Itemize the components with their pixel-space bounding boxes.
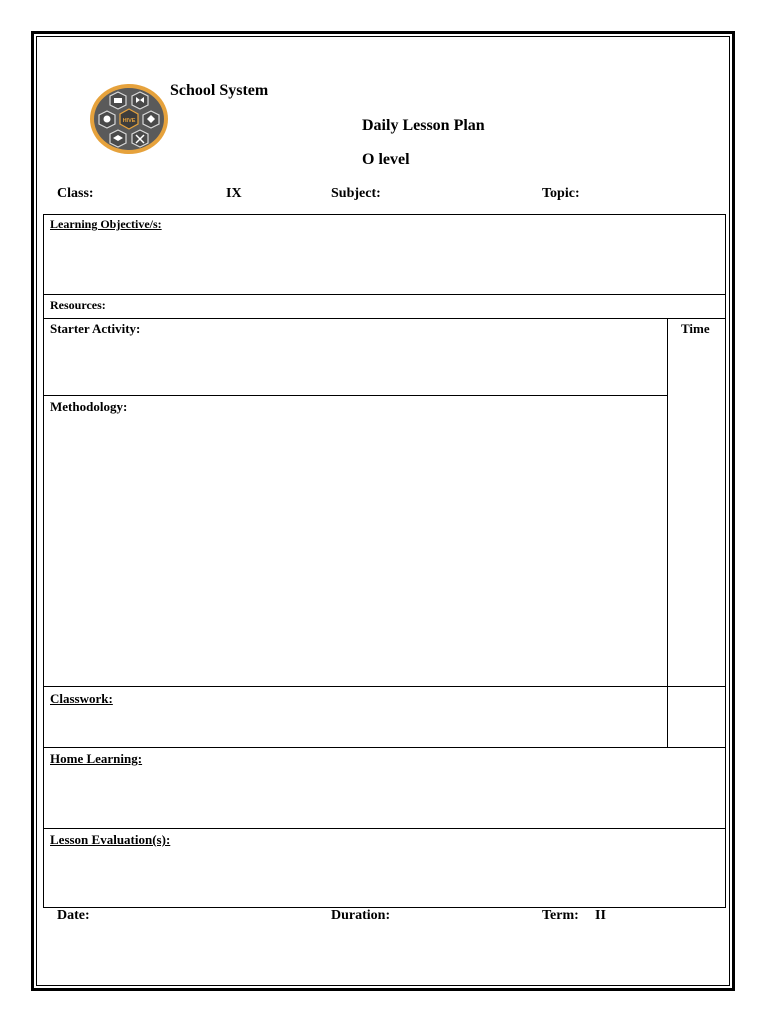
plan-title: Daily Lesson Plan <box>362 117 485 134</box>
time-column-box[interactable] <box>667 318 726 687</box>
svg-text:HIVE: HIVE <box>122 118 136 124</box>
school-logo <box>88 82 170 156</box>
classwork-label: Classwork: <box>50 691 113 706</box>
time-label: Time <box>681 321 710 336</box>
classwork-time-box[interactable] <box>667 686 726 748</box>
methodology-label: Methodology: <box>50 399 128 414</box>
date-label: Date: <box>57 908 90 923</box>
school-name: School System <box>170 82 269 99</box>
resources-label: Resources: <box>50 298 106 312</box>
classwork-box[interactable] <box>43 686 668 748</box>
class-label: Class: <box>57 186 94 201</box>
class-value: IX <box>226 186 242 201</box>
learning-objectives-label: Learning Objective/s: <box>50 217 162 231</box>
subject-label: Subject: <box>331 186 381 201</box>
methodology-box[interactable] <box>43 395 668 687</box>
lesson-evaluation-box[interactable] <box>43 828 726 908</box>
term-label: Term: <box>542 908 579 923</box>
level-label: O level <box>362 151 410 168</box>
lesson-evaluation-label: Lesson Evaluation(s): <box>50 832 171 847</box>
term-value: II <box>595 908 606 923</box>
starter-activity-label: Starter Activity: <box>50 321 141 336</box>
home-learning-box[interactable] <box>43 747 726 829</box>
duration-label: Duration: <box>331 908 391 923</box>
home-learning-label: Home Learning: <box>50 751 143 766</box>
topic-label: Topic: <box>542 186 580 201</box>
resources-box[interactable] <box>43 294 726 319</box>
learning-objectives-box[interactable] <box>43 214 726 295</box>
starter-activity-box[interactable] <box>43 318 668 396</box>
